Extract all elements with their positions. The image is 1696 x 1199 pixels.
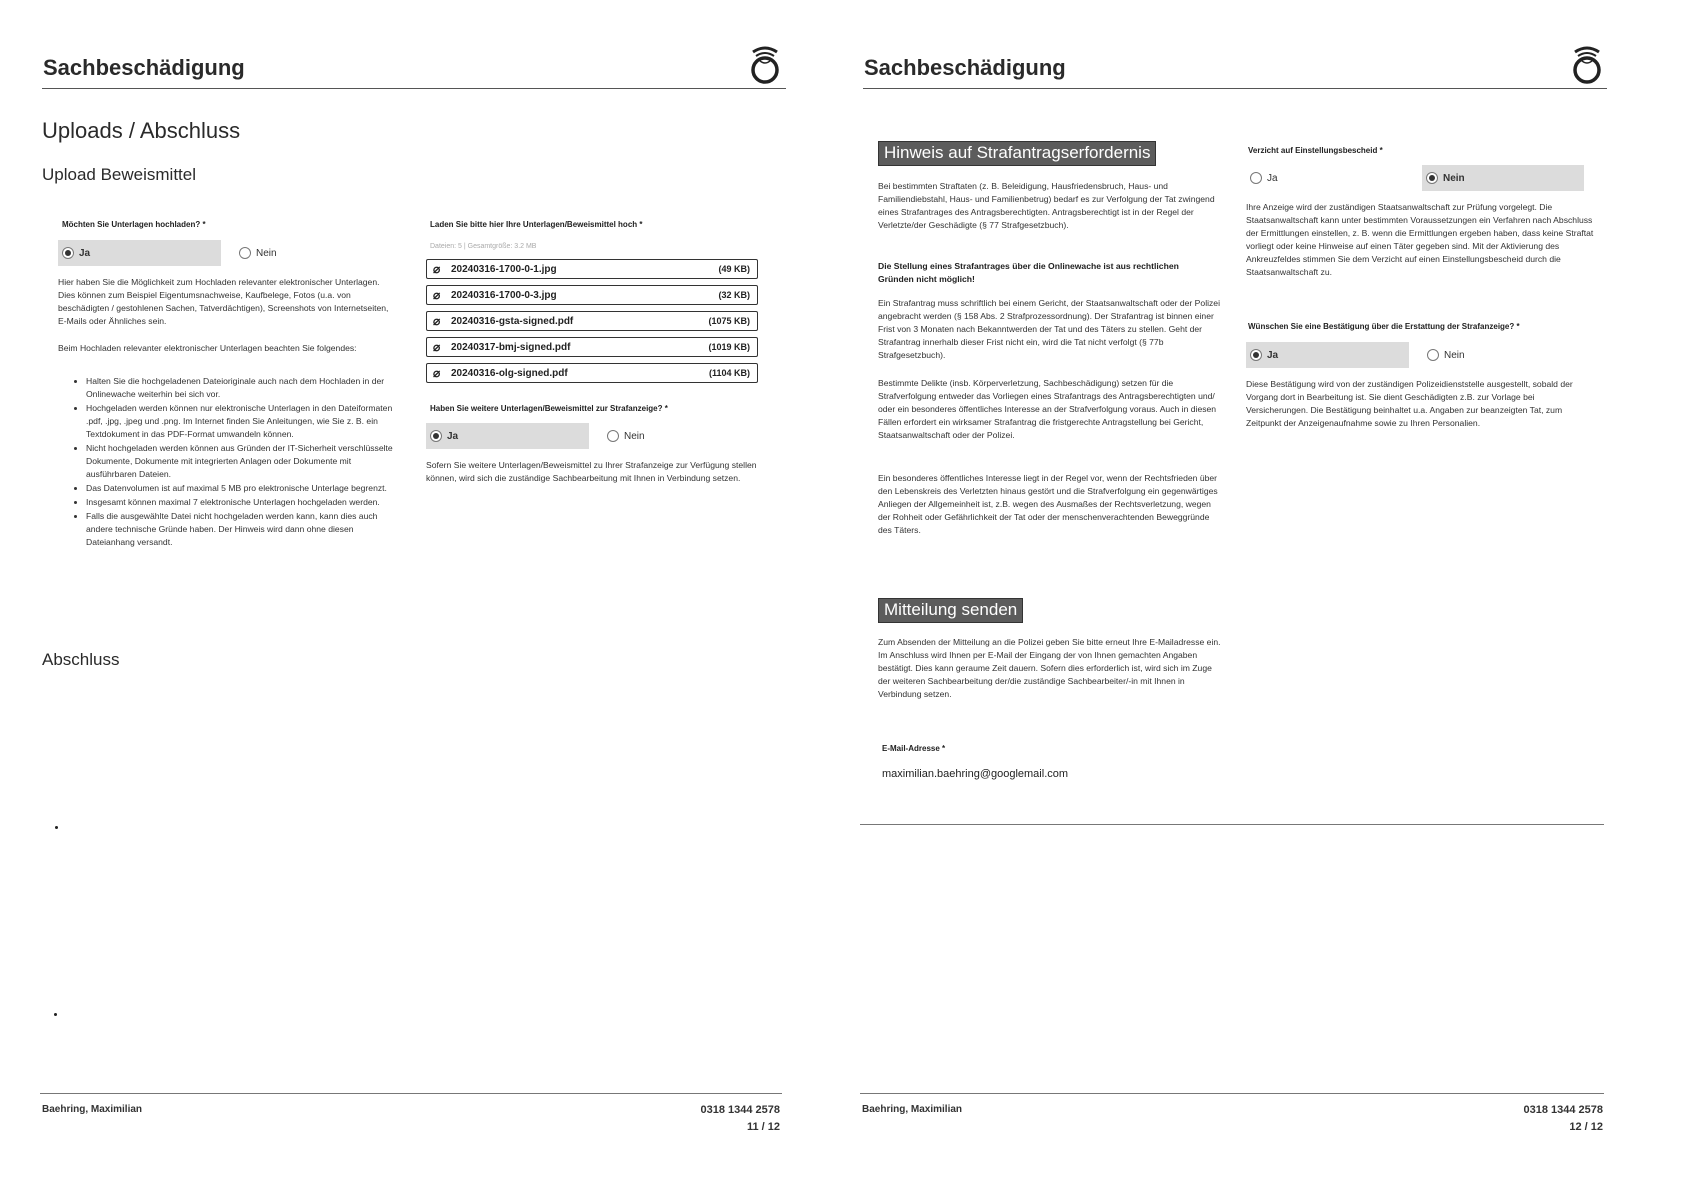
list-item: • Falls die ausgewählte Datei nicht hochgeladen werden kann, kann dies auch andere technische Gründe haben. Der Hinweis wird dann ohne diesen Dateianhang versandt. (86, 510, 396, 549)
bestaetigung-text: Diese Bestätigung wird von der zuständigen Polizeidienststelle ausgestellt, sobald der Vorgang dort in Bearbeitung ist. Sie dient Geschädigten z.B. zur Vorlage bei Versicherungen. Die Bestätigung beinhaltet u.a. Angaben zur beanzeigten Tat, zum Zeitpunkt der Anzeigenaufnahme sowie zu Ihren Personalien. (1246, 379, 1573, 428)
uploaded-file[interactable] (426, 363, 758, 383)
upload-intro-text: Hier haben Sie die Möglichkeit zum Hochladen relevanter elektronischer Unterlagen. Dies können zum Beispiel Eigentumsnachweise, Kaufbelege, Fotos (u.a. von beschädigten / gestohlenen Sachen, Tatverdächtigen), Screenshots von Internetseiten, E-Mails oder Ähnliches sein. (58, 277, 389, 326)
upload-no-label: Nein (256, 247, 277, 259)
verzicht-radio-group (1246, 165, 1586, 191)
upload-no-option[interactable] (235, 240, 295, 266)
footer-divider (860, 1093, 1604, 1094)
radio-selected-icon (1426, 172, 1438, 184)
radio-selected-icon (1250, 349, 1262, 361)
mitteilung-section-title: Mitteilung senden (878, 598, 1023, 623)
file-name: 20240316-olg-signed.pdf (451, 367, 568, 379)
page-12 (848, 0, 1696, 1199)
verzicht-label: Verzicht auf Einstellungsbescheid * (1248, 146, 1383, 155)
list-item: • Halten Sie die hochgeladenen Dateioriginale auch nach dem Hochladen in der Onlinewache weiterhin bei sich vor. (86, 375, 396, 401)
radio-unselected-icon (1250, 172, 1262, 184)
footer-page-number: 11 / 12 (746, 1121, 780, 1133)
paperclip-icon: ⌀ (433, 340, 441, 354)
verzicht-no-option[interactable] (1422, 165, 1584, 191)
footer-name: Baehring, Maximilian (42, 1104, 143, 1115)
section-title: Uploads / Abschluss (42, 118, 241, 143)
more-evidence-radio-group (426, 423, 666, 449)
upload-question-label: Möchten Sie Unterlagen hochladen? * (62, 220, 206, 229)
hinweis-section-title: Hinweis auf Strafantragserfordernis (878, 141, 1156, 166)
file-name: 20240316-gsta-signed.pdf (451, 315, 574, 327)
scan-speck (55, 826, 58, 829)
mitteilung-text: Zum Absenden der Mitteilung an die Polizei geben Sie bitte erneut Ihre E-Mailadresse ein. Im Anschluss wird Ihnen per E-Mail der Eingang der von Ihnen gemachten Angaben bestätigt. Dies kann geraume Zeit dauern. Sofern dies erforderlich ist, wird sich im Zuge der weiteren Sachbearbeitung der/die zuständige Sachbearbeiter/-in mit Ihnen in Verbindung setzen. (878, 637, 1221, 699)
footer-case-number: 0318 1344 2578 (1523, 1104, 1603, 1116)
file-size: (1019 KB) (708, 342, 750, 352)
list-item: • Insgesamt können maximal 7 elektronische Unterlagen hochgeladen werden. (86, 496, 396, 509)
uploaded-file[interactable] (426, 285, 758, 305)
file-name: 20240317-bmj-signed.pdf (451, 341, 571, 353)
file-size: (49 KB) (718, 264, 750, 274)
bestaetigung-no-option[interactable] (1423, 342, 1483, 368)
upload-notes-intro: Beim Hochladen relevanter elektronischer Unterlagen beachten Sie folgendes: (58, 343, 357, 353)
paperclip-icon: ⌀ (433, 262, 441, 276)
header-divider (42, 88, 786, 89)
file-size: (32 KB) (718, 290, 750, 300)
paperclip-icon: ⌀ (433, 288, 441, 302)
footer-page-number: 12 / 12 (1569, 1121, 1603, 1133)
footer-case-number: 0318 1344 2578 (700, 1104, 780, 1116)
radio-selected-icon (430, 430, 442, 442)
hinweis-paragraph-5: Ein besonderes öffentliches Interesse liegt in der Regel vor, wenn der Rechtsfrieden über den Lebenskreis des Verletzten hinaus gestört und die Strafverfolgung ein gegenwärtiges Anliegen der Allgemeinheit ist, z.B. wegen des Ausmaßes der Rechtsverletzung, wegen der Rohheit oder Gefährlichkeit der Tat oder der menschenverachtenden Beweggründe des Täters. (878, 473, 1218, 535)
more-evidence-label: Haben Sie weitere Unterlagen/Beweismittel zur Strafanzeige? * (430, 404, 668, 413)
file-name: 20240316-1700-0-3.jpg (451, 289, 557, 301)
list-item: • Das Datenvolumen ist auf maximal 5 MB pro elektronische Unterlage begrenzt. (86, 482, 396, 495)
page-header-title: Sachbeschädigung (864, 55, 1066, 80)
uploaded-file[interactable] (426, 337, 758, 357)
page-header-title: Sachbeschädigung (43, 55, 245, 80)
uploaded-file[interactable] (426, 259, 758, 279)
more-evidence-yes-label: Ja (447, 430, 459, 442)
scan-speck (54, 1013, 57, 1016)
subsection-title: Upload Beweismittel (42, 165, 197, 184)
email-label: E-Mail-Adresse * (882, 744, 946, 753)
more-evidence-yes-option[interactable] (426, 423, 589, 449)
bestaetigung-yes-label: Ja (1267, 349, 1279, 361)
file-size: (1075 KB) (708, 316, 750, 326)
upload-radio-group (58, 240, 298, 266)
hinweis-paragraph-1: Bei bestimmten Straftaten (z. B. Beleidigung, Hausfriedensbruch, Haus- und Familiendiebstahl, Haus- und Familienbetrug) bedarf es zur Verfolgung der Tat zwingend eines Strafantrages des Antragsberechtigten. Antragsberechtigt ist in der Regel der Verletzte/der Geschädigte (§ 77 Strafgesetzbuch). (878, 181, 1215, 230)
bestaetigung-radio-group (1246, 342, 1486, 368)
footer-divider (40, 1093, 782, 1094)
verzicht-yes-option[interactable] (1246, 165, 1306, 191)
hinweis-paragraph-3: Ein Strafantrag muss schriftlich bei einem Gericht, der Staatsanwaltschaft oder der Polizei angebracht werden (§ 158 Abs. 2 Strafprozessordnung). Der Strafantrag ist binnen einer Frist von 3 Monaten nach Bekanntwerden der Tat und des Täters zu stellen. Geht der Strafantrag innerhalb dieser Frist nicht ein, wird die Tat nicht verfolgt (§ 77b Strafgesetzbuch). (878, 298, 1220, 360)
footer-name: Baehring, Maximilian (862, 1104, 963, 1115)
verzicht-yes-label: Ja (1267, 172, 1278, 184)
more-evidence-no-option[interactable] (603, 423, 663, 449)
file-size: (1104 KB) (708, 368, 750, 378)
bestaetigung-yes-option[interactable] (1246, 342, 1409, 368)
paperclip-icon: ⌀ (433, 366, 441, 380)
radio-unselected-icon (239, 247, 251, 259)
hinweis-paragraph-4: Bestimmte Delikte (insb. Körperverletzung, Sachbeschädigung) setzen für die Strafverfolgung entweder das Vorliegen eines Strafantrags des Antragsberechtigten und/ oder ein besonderes öffentliches Interesse an der Strafverfolgung voraus. Auch in diesen Fällen erfordert ein wirksamer Strafantrag die fristgerechte Antragstellung bei Gericht, Staatsanwaltschaft oder der Polizei. (878, 378, 1217, 440)
files-label: Laden Sie bitte hier Ihre Unterlagen/Beweismittel hoch * (430, 220, 643, 229)
hinweis-paragraph-2: Die Stellung eines Strafantrages über die Onlinewache ist aus rechtlichen Gründen nicht möglich! (878, 261, 1179, 284)
files-hint: Dateien: 5 | Gesamtgröße: 3.2 MB (430, 243, 537, 250)
list-item: • Hochgeladen werden können nur elektronische Unterlagen in den Dateiformaten .pdf, .jpg, .jpeg und .png. Im Internet finden Sie Anleitungen, wie Sie z. B. ein Textdokument in das PDF-Format umwandeln können. (86, 402, 396, 441)
upload-yes-option[interactable] (58, 240, 221, 266)
list-item: • Nicht hochgeladen werden können aus Gründen der IT-Sicherheit verschlüsselte Dokumente, Dokumente mit integrierten Anlagen oder Dokumente mit ausführbaren Dateien. (86, 442, 396, 481)
radio-selected-icon (62, 247, 74, 259)
bestaetigung-label: Wünschen Sie eine Bestätigung über die Erstattung der Strafanzeige? * (1248, 322, 1520, 331)
content-end-divider (860, 824, 1604, 825)
bestaetigung-no-label: Nein (1444, 349, 1465, 361)
police-logo-icon (1570, 44, 1604, 84)
verzicht-text: Ihre Anzeige wird der zuständigen Staatsanwaltschaft zur Prüfung vorgelegt. Die Staatsanwaltschaft kann unter bestimmten Voraussetzungen ein Verfahren nach Abschluss der Ermittlungen einstellen, z. B. wenn die Ermittlungen ergeben haben, dass keine Straftat vorliegt oder keine Hinweise auf einen Täter gegeben sind. Mit der Aktivierung des Ankreuzfeldes stimmen Sie dem Verzicht auf einen Einstellungsbescheid durch die Staatsanwaltschaft zu. (1246, 202, 1594, 277)
upload-yes-label: Ja (79, 247, 91, 259)
header-divider (863, 88, 1607, 89)
radio-unselected-icon (1427, 349, 1439, 361)
file-name: 20240316-1700-0-1.jpg (451, 263, 557, 275)
uploaded-file[interactable] (426, 311, 758, 331)
paperclip-icon: ⌀ (433, 314, 441, 328)
more-evidence-no-label: Nein (624, 430, 645, 442)
email-field[interactable]: maximilian.baehring@googlemail.com (882, 768, 1069, 780)
upload-notes-list (58, 375, 396, 550)
more-evidence-info: Sofern Sie weitere Unterlagen/Beweismittel zu Ihrer Strafanzeige zur Verfügung stellen können, wird sich die zuständige Sachbearbeitung mit Ihnen in Verbindung setzen. (426, 460, 757, 483)
verzicht-no-label: Nein (1443, 172, 1465, 184)
radio-unselected-icon (607, 430, 619, 442)
abschluss-title: Abschluss (42, 650, 120, 669)
police-logo-icon (748, 44, 782, 84)
